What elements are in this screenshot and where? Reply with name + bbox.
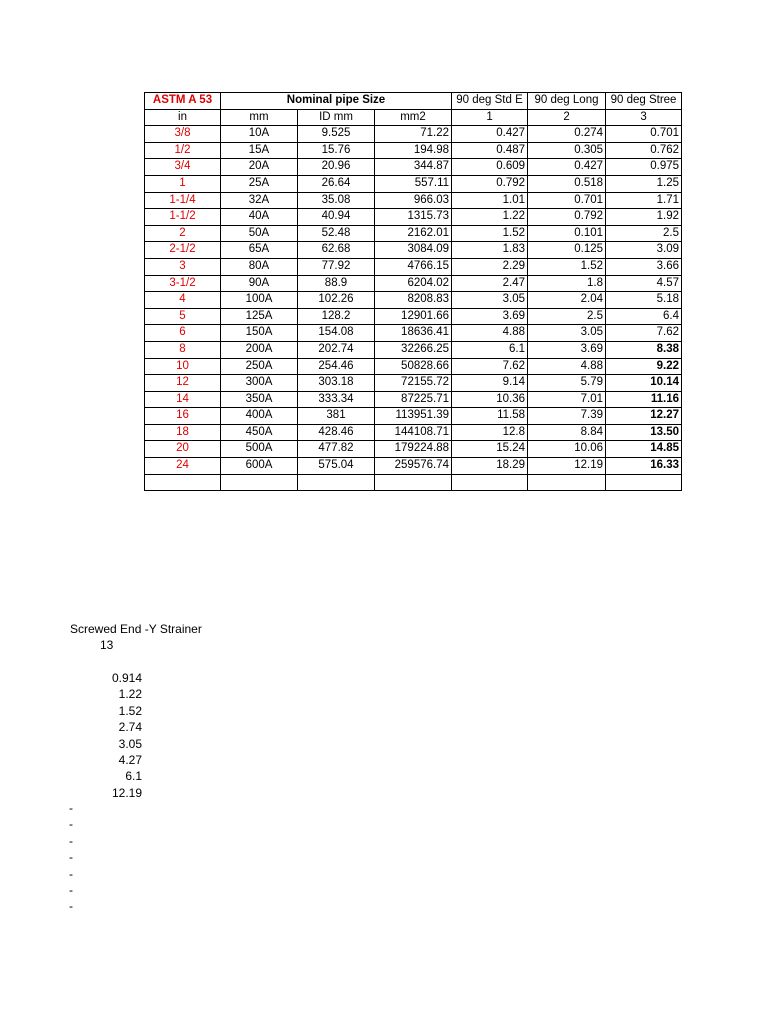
table-row xyxy=(145,242,682,259)
pipe-size-mm: 10A xyxy=(221,126,298,143)
area-mm2: 4766.15 xyxy=(375,258,452,275)
empty-cell xyxy=(452,474,528,491)
std-elbow-value: 4.88 xyxy=(452,325,528,342)
strainer-value: 12.19 xyxy=(111,785,142,800)
subheader-mm: mm xyxy=(221,109,298,126)
table-row xyxy=(145,209,682,226)
std-elbow-value: 18.29 xyxy=(452,458,528,475)
pipe-size-mm: 32A xyxy=(221,192,298,209)
inner-diameter-mm: 20.96 xyxy=(298,159,375,176)
dash-item: - xyxy=(69,850,73,865)
table-empty-row xyxy=(145,474,682,491)
area-mm2: 2162.01 xyxy=(375,225,452,242)
street-elbow-value: 1.25 xyxy=(606,175,682,192)
long-elbow-value: 3.05 xyxy=(528,325,606,342)
street-elbow-value: 7.62 xyxy=(606,325,682,342)
strainer-value: 3.05 xyxy=(118,736,142,751)
inner-diameter-mm: 477.82 xyxy=(298,441,375,458)
pipe-size-mm: 90A xyxy=(221,275,298,292)
area-mm2: 18636.41 xyxy=(375,325,452,342)
table-row xyxy=(145,441,682,458)
inner-diameter-mm: 62.68 xyxy=(298,242,375,259)
pipe-size-in: 14 xyxy=(145,391,221,408)
area-mm2: 344.87 xyxy=(375,159,452,176)
street-elbow-value: 14.85 xyxy=(606,441,682,458)
pipe-size-mm: 200A xyxy=(221,341,298,358)
pipe-size-mm: 450A xyxy=(221,424,298,441)
std-elbow-value: 0.427 xyxy=(452,126,528,143)
pipe-size-in: 1-1/4 xyxy=(145,192,221,209)
std-elbow-value: 2.47 xyxy=(452,275,528,292)
table-header-row xyxy=(145,93,682,110)
strainer-value: 1.52 xyxy=(118,703,142,718)
long-elbow-value: 4.88 xyxy=(528,358,606,375)
std-elbow-value: 10.36 xyxy=(452,391,528,408)
pipe-size-mm: 100A xyxy=(221,292,298,309)
street-elbow-value: 3.66 xyxy=(606,258,682,275)
pipe-size-mm: 500A xyxy=(221,441,298,458)
table-row xyxy=(145,408,682,425)
inner-diameter-mm: 26.64 xyxy=(298,175,375,192)
street-elbow-value: 4.57 xyxy=(606,275,682,292)
pipe-size-mm: 350A xyxy=(221,391,298,408)
inner-diameter-mm: 154.08 xyxy=(298,325,375,342)
long-elbow-value: 0.701 xyxy=(528,192,606,209)
col-90-std-header: 90 deg Std E xyxy=(452,93,528,110)
area-mm2: 144108.71 xyxy=(375,424,452,441)
empty-cell xyxy=(145,474,221,491)
pipe-size-mm: 15A xyxy=(221,142,298,159)
long-elbow-value: 7.01 xyxy=(528,391,606,408)
table-row xyxy=(145,275,682,292)
table-row xyxy=(145,325,682,342)
street-elbow-value: 16.33 xyxy=(606,458,682,475)
table-row xyxy=(145,126,682,143)
street-elbow-value: 5.18 xyxy=(606,292,682,309)
street-elbow-value: 3.09 xyxy=(606,242,682,259)
subheader-id-mm: ID mm xyxy=(298,109,375,126)
table-row xyxy=(145,225,682,242)
empty-cell xyxy=(221,474,298,491)
pipe-size-in: 3 xyxy=(145,258,221,275)
subheader-col1: 1 xyxy=(452,109,528,126)
pipe-size-in: 1 xyxy=(145,175,221,192)
long-elbow-value: 2.04 xyxy=(528,292,606,309)
area-mm2: 113951.39 xyxy=(375,408,452,425)
street-elbow-value: 1.92 xyxy=(606,209,682,226)
std-elbow-value: 1.83 xyxy=(452,242,528,259)
subheader-col3: 3 xyxy=(606,109,682,126)
street-elbow-value: 0.975 xyxy=(606,159,682,176)
std-elbow-value: 1.52 xyxy=(452,225,528,242)
col-90-long-header: 90 deg Long xyxy=(528,93,606,110)
std-elbow-value: 0.609 xyxy=(452,159,528,176)
table-row xyxy=(145,258,682,275)
table-row xyxy=(145,292,682,309)
pipe-size-in: 20 xyxy=(145,441,221,458)
table-row xyxy=(145,358,682,375)
pipe-size-mm: 600A xyxy=(221,458,298,475)
pipe-size-in: 2-1/2 xyxy=(145,242,221,259)
street-elbow-value: 2.5 xyxy=(606,225,682,242)
long-elbow-value: 1.52 xyxy=(528,258,606,275)
pipe-size-mm: 150A xyxy=(221,325,298,342)
inner-diameter-mm: 40.94 xyxy=(298,209,375,226)
std-elbow-value: 15.24 xyxy=(452,441,528,458)
table-row xyxy=(145,159,682,176)
long-elbow-value: 5.79 xyxy=(528,375,606,392)
long-elbow-value: 10.06 xyxy=(528,441,606,458)
strainer-value: 4.27 xyxy=(118,753,142,768)
std-elbow-value: 1.22 xyxy=(452,209,528,226)
pipe-size-in: 6 xyxy=(145,325,221,342)
dash-item: - xyxy=(69,833,73,848)
pipe-size-mm: 300A xyxy=(221,375,298,392)
inner-diameter-mm: 77.92 xyxy=(298,258,375,275)
pipe-size-in: 3/4 xyxy=(145,159,221,176)
empty-cell xyxy=(606,474,682,491)
pipe-size-in: 18 xyxy=(145,424,221,441)
long-elbow-value: 3.69 xyxy=(528,341,606,358)
pipe-size-mm: 400A xyxy=(221,408,298,425)
area-mm2: 50828.66 xyxy=(375,358,452,375)
inner-diameter-mm: 102.26 xyxy=(298,292,375,309)
pipe-size-in: 2 xyxy=(145,225,221,242)
std-elbow-value: 11.58 xyxy=(452,408,528,425)
pipe-size-mm: 20A xyxy=(221,159,298,176)
area-mm2: 87225.71 xyxy=(375,391,452,408)
inner-diameter-mm: 88.9 xyxy=(298,275,375,292)
col-90-street-header: 90 deg Stree xyxy=(606,93,682,110)
street-elbow-value: 12.27 xyxy=(606,408,682,425)
std-elbow-value: 2.29 xyxy=(452,258,528,275)
long-elbow-value: 0.427 xyxy=(528,159,606,176)
long-elbow-value: 2.5 xyxy=(528,308,606,325)
empty-cell xyxy=(528,474,606,491)
std-elbow-value: 12.8 xyxy=(452,424,528,441)
pipe-size-mm: 125A xyxy=(221,308,298,325)
long-elbow-value: 7.39 xyxy=(528,408,606,425)
street-elbow-value: 0.762 xyxy=(606,142,682,159)
dash-item: - xyxy=(69,817,73,832)
inner-diameter-mm: 254.46 xyxy=(298,358,375,375)
area-mm2: 966.03 xyxy=(375,192,452,209)
inner-diameter-mm: 15.76 xyxy=(298,142,375,159)
area-mm2: 3084.09 xyxy=(375,242,452,259)
strainer-title: Screwed End -Y Strainer xyxy=(70,622,202,636)
inner-diameter-mm: 9.525 xyxy=(298,126,375,143)
pipe-size-in: 3-1/2 xyxy=(145,275,221,292)
area-mm2: 179224.88 xyxy=(375,441,452,458)
long-elbow-value: 0.101 xyxy=(528,225,606,242)
pipe-size-in: 8 xyxy=(145,341,221,358)
dash-item: - xyxy=(69,899,73,914)
inner-diameter-mm: 52.48 xyxy=(298,225,375,242)
strainer-value: 0.914 xyxy=(111,671,142,685)
area-mm2: 557.11 xyxy=(375,175,452,192)
std-elbow-value: 9.14 xyxy=(452,375,528,392)
dash-list xyxy=(69,800,73,915)
area-mm2: 8208.83 xyxy=(375,292,452,309)
area-mm2: 32266.25 xyxy=(375,341,452,358)
area-mm2: 12901.66 xyxy=(375,308,452,325)
table-subheader-row xyxy=(145,109,682,126)
pipe-size-mm: 65A xyxy=(221,242,298,259)
inner-diameter-mm: 575.04 xyxy=(298,458,375,475)
street-elbow-value: 8.38 xyxy=(606,341,682,358)
street-elbow-value: 9.22 xyxy=(606,358,682,375)
inner-diameter-mm: 128.2 xyxy=(298,308,375,325)
std-elbow-value: 0.792 xyxy=(452,175,528,192)
strainer-value: 1.22 xyxy=(118,687,142,702)
long-elbow-value: 0.274 xyxy=(528,126,606,143)
strainer-count: 13 xyxy=(100,638,114,652)
table-row xyxy=(145,341,682,358)
table-row xyxy=(145,458,682,475)
strainer-values-list xyxy=(100,670,142,801)
dash-item: - xyxy=(69,801,73,815)
long-elbow-value: 1.8 xyxy=(528,275,606,292)
pipe-size-in: 5 xyxy=(145,308,221,325)
area-mm2: 194.98 xyxy=(375,142,452,159)
std-elbow-value: 0.487 xyxy=(452,142,528,159)
area-mm2: 71.22 xyxy=(375,126,452,143)
inner-diameter-mm: 35.08 xyxy=(298,192,375,209)
pipe-size-in: 3/8 xyxy=(145,126,221,143)
table-row xyxy=(145,192,682,209)
street-elbow-value: 0.701 xyxy=(606,126,682,143)
table-row xyxy=(145,375,682,392)
street-elbow-value: 10.14 xyxy=(606,375,682,392)
table-row xyxy=(145,391,682,408)
table-row xyxy=(145,175,682,192)
pipe-size-mm: 80A xyxy=(221,258,298,275)
strainer-value: 2.74 xyxy=(118,720,142,735)
standard-label: ASTM A 53 xyxy=(145,93,221,110)
table-row xyxy=(145,308,682,325)
pipe-size-mm: 250A xyxy=(221,358,298,375)
pipe-size-in: 24 xyxy=(145,458,221,475)
std-elbow-value: 3.05 xyxy=(452,292,528,309)
pipe-size-mm: 50A xyxy=(221,225,298,242)
area-mm2: 259576.74 xyxy=(375,458,452,475)
area-mm2: 6204.02 xyxy=(375,275,452,292)
std-elbow-value: 7.62 xyxy=(452,358,528,375)
strainer-value: 6.1 xyxy=(125,769,142,784)
street-elbow-value: 6.4 xyxy=(606,308,682,325)
area-mm2: 72155.72 xyxy=(375,375,452,392)
pipe-size-in: 4 xyxy=(145,292,221,309)
pipe-size-in: 12 xyxy=(145,375,221,392)
inner-diameter-mm: 303.18 xyxy=(298,375,375,392)
nominal-pipe-size-header: Nominal pipe Size xyxy=(221,93,452,110)
pipe-size-in: 16 xyxy=(145,408,221,425)
subheader-mm2: mm2 xyxy=(375,109,452,126)
pipe-size-mm: 25A xyxy=(221,175,298,192)
inner-diameter-mm: 381 xyxy=(298,408,375,425)
dash-item: - xyxy=(69,866,73,881)
std-elbow-value: 6.1 xyxy=(452,341,528,358)
empty-cell xyxy=(298,474,375,491)
empty-cell xyxy=(375,474,452,491)
pipe-size-table xyxy=(144,92,682,491)
long-elbow-value: 0.125 xyxy=(528,242,606,259)
std-elbow-value: 1.01 xyxy=(452,192,528,209)
pipe-size-in: 1/2 xyxy=(145,142,221,159)
inner-diameter-mm: 428.46 xyxy=(298,424,375,441)
inner-diameter-mm: 333.34 xyxy=(298,391,375,408)
long-elbow-value: 8.84 xyxy=(528,424,606,441)
dash-item: - xyxy=(69,883,73,898)
table-row xyxy=(145,142,682,159)
inner-diameter-mm: 202.74 xyxy=(298,341,375,358)
long-elbow-value: 0.305 xyxy=(528,142,606,159)
subheader-col2: 2 xyxy=(528,109,606,126)
pipe-size-in: 1-1/2 xyxy=(145,209,221,226)
street-elbow-value: 1.71 xyxy=(606,192,682,209)
long-elbow-value: 12.19 xyxy=(528,458,606,475)
street-elbow-value: 11.16 xyxy=(606,391,682,408)
table-row xyxy=(145,424,682,441)
area-mm2: 1315.73 xyxy=(375,209,452,226)
subheader-in: in xyxy=(145,109,221,126)
long-elbow-value: 0.792 xyxy=(528,209,606,226)
pipe-size-in: 10 xyxy=(145,358,221,375)
street-elbow-value: 13.50 xyxy=(606,424,682,441)
std-elbow-value: 3.69 xyxy=(452,308,528,325)
pipe-size-mm: 40A xyxy=(221,209,298,226)
long-elbow-value: 0.518 xyxy=(528,175,606,192)
